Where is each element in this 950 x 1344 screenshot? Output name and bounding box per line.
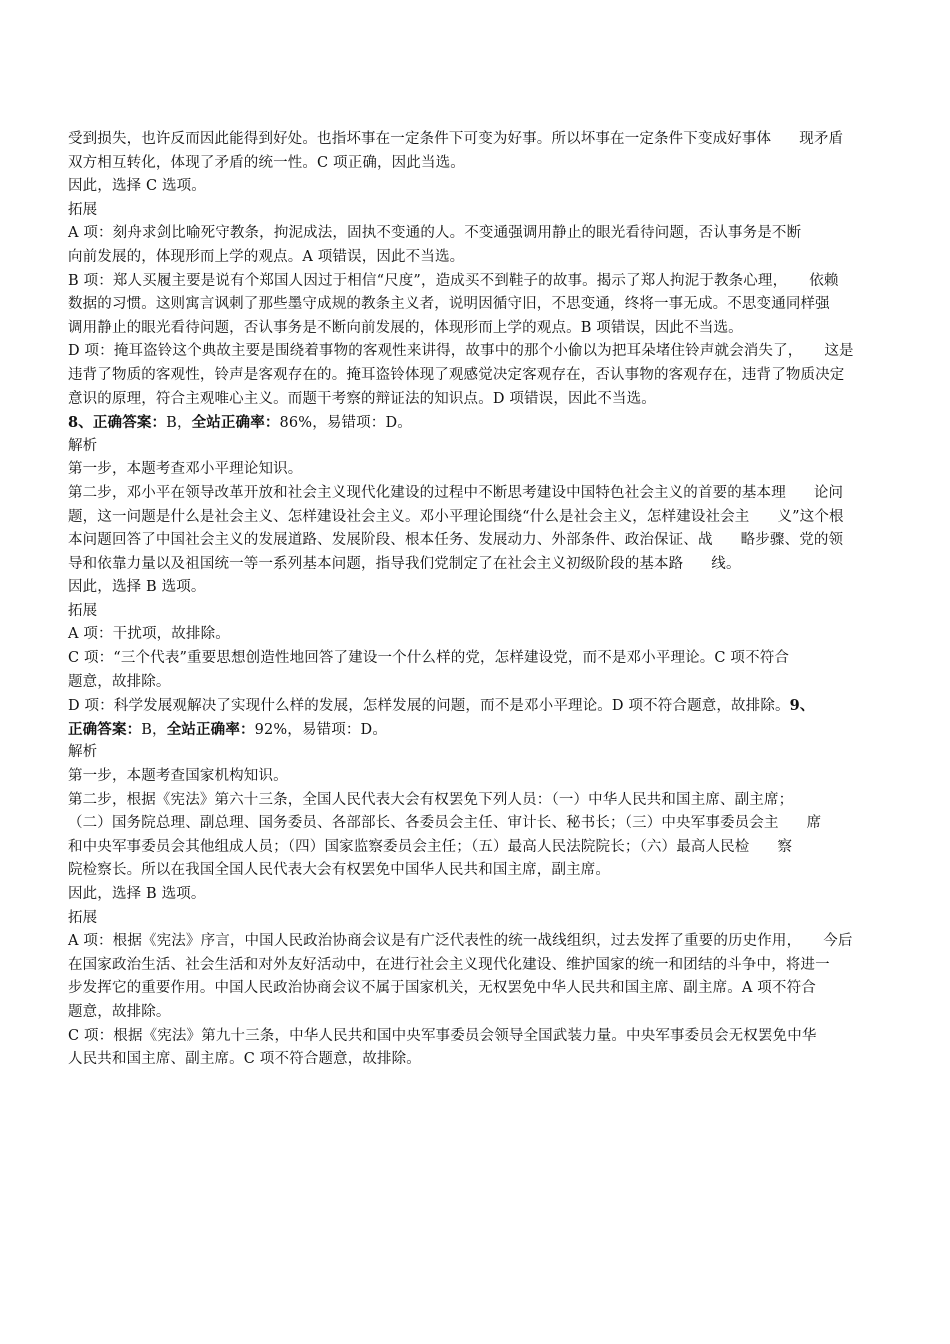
text-line: B 项：郑人买履主要是说有个郑国人因过于相信“尺度”，造成买不到鞋子的故事。揭示了郑人拘泥于教条心理， 依赖 bbox=[68, 272, 839, 289]
section-heading: 解析 bbox=[68, 437, 98, 454]
text-line: C 项：“三个代表”重要思想创造性地回答了建设一个什么样的党，怎样建设党，而不是邓小平理论。C 项不符合 bbox=[68, 650, 790, 667]
text-line: 导和依靠力量以及祖国统一等一系列基本问题，指导我们党制定了在社会主义初级阶段的基本路 线。 bbox=[68, 555, 741, 572]
section-heading: 拓展 bbox=[68, 602, 98, 619]
text-line: A 项：干扰项，故排除。 bbox=[68, 626, 230, 643]
text-line: 第一步，本题考查国家机构知识。 bbox=[68, 768, 288, 785]
text-line: 向前发展的，体现形而上学的观点。A 项错误，因此不当选。 bbox=[68, 248, 465, 265]
text-line: 因此，选择 B 选项。 bbox=[68, 886, 206, 902]
answer-line: 正确答案：B，全站正确率：92%，易错项：D。 bbox=[68, 720, 387, 738]
text-line: 题，这一问题是什么是社会主义、怎样建设社会主义。邓小平理论围绕“什么是社会主义，怎样建设社会主 义”这个根 bbox=[68, 508, 844, 525]
text-line: A 项：根据《宪法》序言，中国人民政治协商会议是有广泛代表性的统一战线组织，过去发挥了重要的历史作用， 今后 bbox=[68, 933, 853, 950]
text-line: A 项：刻舟求剑比喻死守教条，拘泥成法，固执不变通的人。不变通强调用静止的眼光看待问题，否认事务是不断 bbox=[68, 225, 802, 242]
text-line: 题意，故排除。 bbox=[68, 1003, 171, 1020]
text-line: 因此，选择 B 选项。 bbox=[68, 579, 206, 596]
text-line: 意识的原理，符合主观唯心主义。而题干考察的辩证法的知识点。D 项错误，因此不当选。 bbox=[68, 390, 656, 407]
answer-line: 8、正确答案：B，全站正确率：86%，易错项：D。 bbox=[68, 414, 412, 432]
document-page bbox=[68, 128, 894, 1072]
text-line: 本问题回答了中国社会主义的发展道路、发展阶段、根本任务、发展动力、外部条件、政治保证、战 略步骤、党的领 bbox=[68, 532, 844, 549]
text-line: 数据的习惯。这则寓言讽刺了那些墨守成规的教条主义者，说明因循守旧，不思变通，终将一事无成。不思变通同样强 bbox=[68, 296, 830, 313]
text-line: 第二步，邓小平在领导改革开放和社会主义现代化建设的过程中不断思考建设中国特色社会主义的首要的基本理 论问 bbox=[68, 484, 844, 501]
text-line: 和中央军事委员会其他组成人员；（四）国家监察委员会主任；（五）最高人民法院院长；（六）最高人民检 察 bbox=[68, 838, 793, 855]
text-line: 在国家政治生活、社会生活和对外友好活动中，在进行社会主义现代化建设、维护国家的统一和团结的斗争中，将进一 bbox=[68, 956, 830, 973]
text-line: D 项：掩耳盗铃这个典故主要是围绕着事物的客观性来讲得，故事中的那个小偷以为把耳朵堵住铃声就会消失了， 这是 bbox=[68, 343, 854, 360]
text-line: 双方相互转化，体现了矛盾的统一性。C 项正确，因此当选。 bbox=[68, 154, 465, 171]
section-heading: 拓展 bbox=[68, 909, 98, 926]
text-line: 第二步，根据《宪法》第六十三条，全国人民代表大会有权罢免下列人员：（一）中华人民共和国主席、副主席； bbox=[68, 791, 794, 808]
text-line: C 项：根据《宪法》第九十三条，中华人民共和国中央军事委员会领导全国武装力量。中央军事委员会无权罢免中华 bbox=[68, 1027, 817, 1044]
text-line: 步发挥它的重要作用。中国人民政治协商会议不属于国家机关，无权罢免中华人民共和国主席、副主席。A 项不符合 bbox=[68, 980, 816, 997]
text-line: （二）国务院总理、副总理、国务委员、各部部长、各委员会主任、审计长、秘书长；（三）中央军事委员会主 席 bbox=[68, 815, 822, 832]
section-heading: 解析 bbox=[68, 744, 98, 761]
text-line: 题意，故排除。 bbox=[68, 673, 171, 690]
text-line: 因此，选择 C 选项。 bbox=[68, 178, 206, 195]
section-heading: 拓展 bbox=[68, 201, 98, 218]
text-line: 院检察长。所以在我国全国人民代表大会有权罢免中国华人民共和国主席，副主席。 bbox=[68, 862, 611, 879]
text-line: 受到损失，也许反而因此能得到好处。也指坏事在一定条件下可变为好事。所以坏事在一定条件下变成好事体 现矛盾 bbox=[68, 131, 844, 147]
text-line: 违背了物质的客观性，铃声是客观存在的。掩耳盗铃体现了观感觉决定客观存在，否认事物的客观存在，违背了物质决定 bbox=[68, 366, 845, 383]
text-line: 第一步，本题考查邓小平理论知识。 bbox=[68, 461, 303, 478]
text-line: 调用静止的眼光看待问题，否认事务是不断向前发展的，体现形而上学的观点。B 项错误，因此不当选。 bbox=[68, 319, 743, 336]
text-line: 人民共和国主席、副主席。C 项不符合题意，故排除。 bbox=[68, 1051, 421, 1068]
text-line: D 项：科学发展观解决了实现什么样的发展，怎样发展的问题，而不是邓小平理论。D 项不符合题意，故排除。9、 bbox=[68, 697, 815, 715]
